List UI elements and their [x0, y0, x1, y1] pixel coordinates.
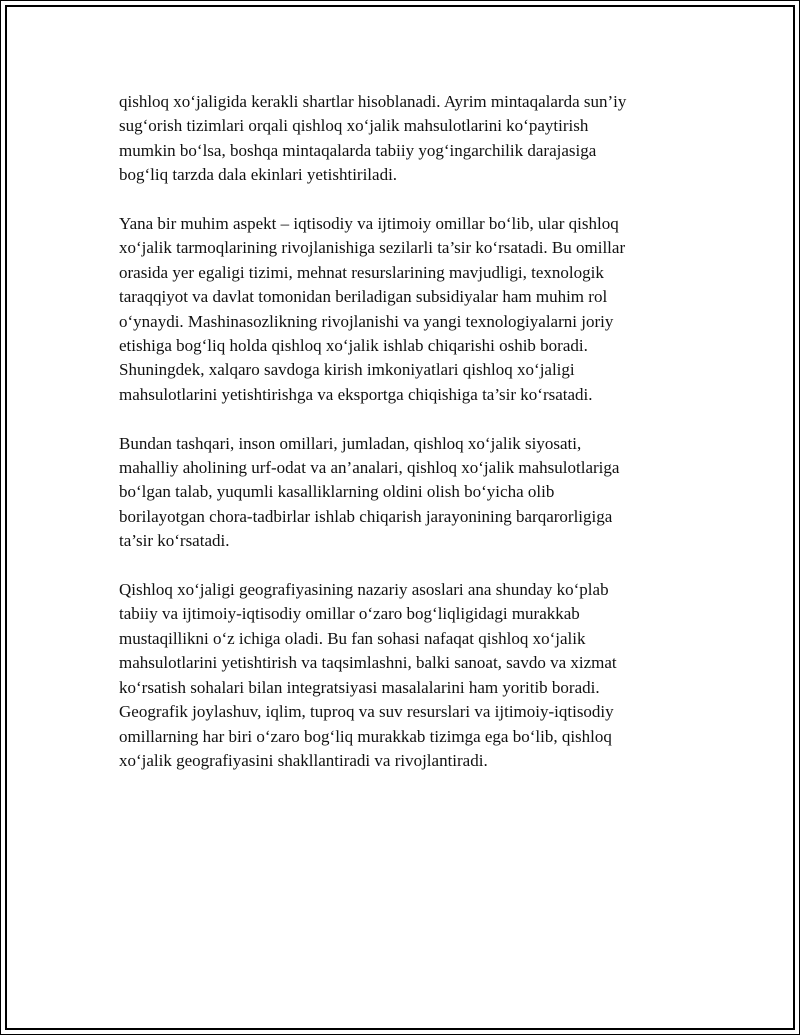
paragraph-4 — [119, 578, 679, 773]
text-line: Bundan tashqari, inson omillari, jumladan, qishloq xo‘jalik siyosati, — [119, 433, 582, 453]
text-line: mahsulotlarini yetishtirish va taqsimlashni, balki sanoat, savdo va xizmat — [119, 653, 617, 673]
text-line: sug‘orish tizimlari orqali qishloq xo‘jalik mahsulotlarini ko‘paytirish — [119, 116, 589, 136]
paragraph-2 — [119, 212, 679, 407]
text-line: xo‘jalik tarmoqlarining rivojlanishiga sezilarli ta’sir ko‘rsatadi. Bu omillar — [119, 238, 626, 258]
text-line: taraqqiyot va davlat tomonidan beriladigan subsidiyalar ham muhim rol — [119, 287, 608, 307]
text-line: bog‘liq tarzda dala ekinlari yetishtiriladi. — [119, 165, 398, 185]
text-line: mahalliy aholining urf-odat va an’analari, qishloq xo‘jalik mahsulotlariga — [119, 458, 620, 478]
text-line: xo‘jalik geografiyasini shakllantiradi va rivojlantiradi. — [119, 750, 488, 770]
text-line: o‘ynaydi. Mashinasozlikning rivojlanishi va yangi texnologiyalarni joriy — [119, 311, 614, 331]
text-line: ko‘rsatish sohalari bilan integratsiyasi masalalarini ham yoritib boradi. — [119, 677, 600, 697]
text-line: Qishloq xo‘jaligi geografiyasining nazariy asoslari ana shunday ko‘plab — [119, 580, 609, 600]
document-body — [119, 90, 679, 798]
text-line: orasida yer egaligi tizimi, mehnat resurslarining mavjudligi, texnologik — [119, 262, 604, 282]
text-line: qishloq xo‘jaligida kerakli shartlar hisoblanadi. Ayrim mintaqalarda sun’iy — [119, 92, 627, 111]
text-line: Geografik joylashuv, iqlim, tuproq va suv resurslari va ijtimoiy-iqtisodiy — [119, 702, 614, 722]
text-line: mustaqillikni o‘z ichiga oladi. Bu fan sohasi nafaqat qishloq xo‘jalik — [119, 628, 586, 648]
text-line: tabiiy va ijtimoiy-iqtisodiy omillar o‘zaro bog‘liqligidagi murakkab — [119, 604, 580, 624]
text-line: Yana bir muhim aspekt – iqtisodiy va ijtimoiy omillar bo‘lib, ular qishloq — [119, 214, 619, 234]
text-line: omillarning har biri o‘zaro bog‘liq murakkab tizimga ega bo‘lib, qishloq — [119, 726, 612, 746]
text-line: mahsulotlarini yetishtirishga va eksportga chiqishiga ta’sir ko‘rsatadi. — [119, 384, 593, 404]
paragraph-3 — [119, 432, 679, 554]
text-line: mumkin bo‘lsa, boshqa mintaqalarda tabiiy yog‘ingarchilik darajasiga — [119, 140, 597, 160]
text-line: borilayotgan chora-tadbirlar ishlab chiqarish jarayonining barqarorligiga — [119, 506, 613, 526]
text-line: Shuningdek, xalqaro savdoga kirish imkoniyatlari qishloq xo‘jaligi — [119, 360, 575, 380]
paragraph-1 — [119, 90, 679, 188]
text-line: ta’sir ko‘rsatadi. — [119, 531, 230, 551]
text-line: etishiga bog‘liq holda qishloq xo‘jalik ishlab chiqarishi oshib boradi. — [119, 336, 588, 356]
text-line: bo‘lgan talab, yuqumli kasalliklarning oldini olish bo‘yicha olib — [119, 482, 555, 502]
